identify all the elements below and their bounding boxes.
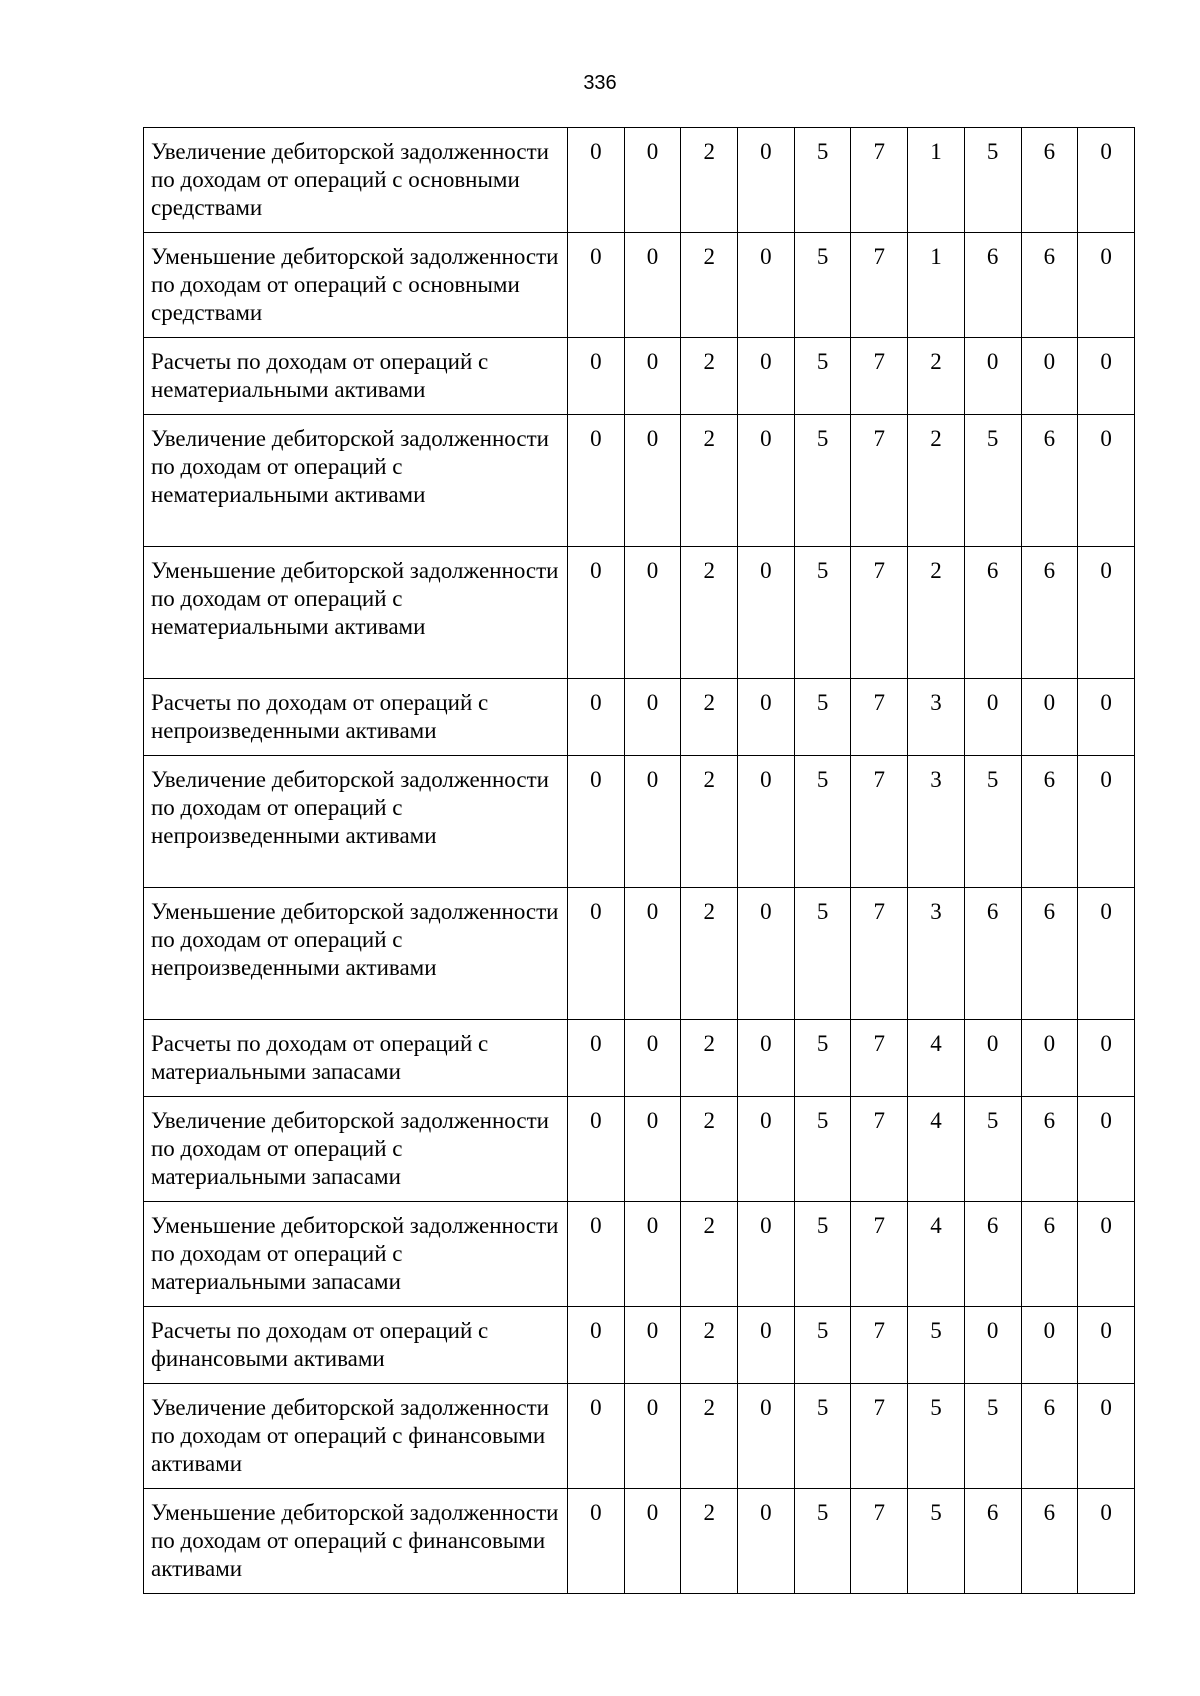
code-digit: 2: [908, 338, 965, 415]
code-digit: 1: [908, 128, 965, 233]
table-row: [144, 1307, 1135, 1384]
row-label: Уменьшение дебиторской задолженности по доходам от операций с основными средствами: [144, 233, 568, 338]
code-digit: 0: [568, 1384, 625, 1489]
code-digit: 0: [1078, 233, 1135, 338]
code-digit: 2: [681, 547, 738, 679]
code-digit: 5: [794, 1384, 851, 1489]
code-digit: 0: [568, 1020, 625, 1097]
code-digit: 0: [624, 756, 681, 888]
code-digit: 4: [908, 1020, 965, 1097]
code-digit: 6: [1021, 1097, 1078, 1202]
table-row: [144, 547, 1135, 679]
code-digit: 0: [568, 1202, 625, 1307]
code-digit: 6: [1021, 888, 1078, 1020]
row-label: Расчеты по доходам от операций с финансовыми активами: [144, 1307, 568, 1384]
code-digit: 7: [851, 1020, 908, 1097]
code-digit: 0: [1078, 1020, 1135, 1097]
code-digit: 0: [624, 547, 681, 679]
code-digit: 2: [681, 338, 738, 415]
code-digit: 1: [908, 233, 965, 338]
code-digit: 6: [1021, 128, 1078, 233]
code-digit: 7: [851, 338, 908, 415]
code-digit: 5: [964, 1097, 1021, 1202]
code-digit: 0: [624, 128, 681, 233]
code-digit: 7: [851, 128, 908, 233]
code-digit: 0: [624, 1097, 681, 1202]
row-label: Увеличение дебиторской задолженности по доходам от операций с материальными запасами: [144, 1097, 568, 1202]
code-digit: 7: [851, 547, 908, 679]
code-digit: 5: [964, 1384, 1021, 1489]
code-digit: 0: [738, 1489, 795, 1594]
account-codes-table: [143, 127, 1135, 1594]
code-digit: 5: [794, 128, 851, 233]
code-digit: 7: [851, 1202, 908, 1307]
table-row: [144, 888, 1135, 1020]
code-digit: 0: [738, 1307, 795, 1384]
code-digit: 0: [624, 1202, 681, 1307]
code-digit: 0: [738, 1020, 795, 1097]
code-digit: 2: [681, 888, 738, 1020]
code-digit: 7: [851, 415, 908, 547]
code-digit: 0: [568, 1097, 625, 1202]
code-digit: 6: [964, 547, 1021, 679]
code-digit: 0: [1078, 1202, 1135, 1307]
code-digit: 0: [738, 547, 795, 679]
code-digit: 2: [681, 1202, 738, 1307]
table-row: [144, 1384, 1135, 1489]
code-digit: 0: [568, 547, 625, 679]
code-digit: 7: [851, 1307, 908, 1384]
code-digit: 0: [1078, 338, 1135, 415]
table-row: [144, 128, 1135, 233]
code-digit: 2: [681, 1307, 738, 1384]
code-digit: 6: [964, 233, 1021, 338]
row-label: Расчеты по доходам от операций с непроизведенными активами: [144, 679, 568, 756]
code-digit: 0: [568, 338, 625, 415]
code-digit: 2: [681, 756, 738, 888]
code-digit: 7: [851, 1489, 908, 1594]
code-digit: 6: [1021, 756, 1078, 888]
row-label: Увеличение дебиторской задолженности по доходам от операций с финансовыми активами: [144, 1384, 568, 1489]
row-label: Уменьшение дебиторской задолженности по доходам от операций с нематериальными активами: [144, 547, 568, 679]
code-digit: 6: [1021, 1489, 1078, 1594]
account-codes-table-body: [144, 128, 1135, 1594]
code-digit: 5: [794, 1489, 851, 1594]
code-digit: 0: [738, 1202, 795, 1307]
code-digit: 0: [1078, 756, 1135, 888]
code-digit: 0: [964, 679, 1021, 756]
code-digit: 0: [738, 338, 795, 415]
code-digit: 5: [794, 756, 851, 888]
code-digit: 0: [568, 679, 625, 756]
code-digit: 2: [681, 128, 738, 233]
code-digit: 0: [1078, 679, 1135, 756]
code-digit: 2: [681, 233, 738, 338]
code-digit: 2: [908, 547, 965, 679]
code-digit: 5: [964, 128, 1021, 233]
code-digit: 2: [681, 1384, 738, 1489]
code-digit: 0: [1078, 1384, 1135, 1489]
code-digit: 0: [1078, 1489, 1135, 1594]
code-digit: 0: [964, 1020, 1021, 1097]
code-digit: 6: [1021, 233, 1078, 338]
code-digit: 3: [908, 679, 965, 756]
code-digit: 6: [1021, 1384, 1078, 1489]
code-digit: 5: [794, 547, 851, 679]
code-digit: 0: [568, 415, 625, 547]
code-digit: 0: [964, 1307, 1021, 1384]
code-digit: 0: [624, 415, 681, 547]
code-digit: 6: [1021, 1202, 1078, 1307]
row-label: Увеличение дебиторской задолженности по доходам от операций с основными средствами: [144, 128, 568, 233]
code-digit: 0: [568, 233, 625, 338]
code-digit: 0: [624, 1489, 681, 1594]
code-digit: 0: [568, 128, 625, 233]
code-digit: 5: [964, 415, 1021, 547]
code-digit: 0: [738, 679, 795, 756]
code-digit: 5: [908, 1307, 965, 1384]
code-digit: 0: [624, 1307, 681, 1384]
row-label: Расчеты по доходам от операций с нематериальными активами: [144, 338, 568, 415]
code-digit: 0: [1078, 1097, 1135, 1202]
code-digit: 0: [738, 233, 795, 338]
code-digit: 2: [681, 679, 738, 756]
code-digit: 6: [1021, 415, 1078, 547]
code-digit: 6: [964, 1202, 1021, 1307]
code-digit: 0: [1078, 128, 1135, 233]
code-digit: 0: [738, 888, 795, 1020]
code-digit: 0: [1021, 338, 1078, 415]
table-row: [144, 1097, 1135, 1202]
code-digit: 5: [794, 679, 851, 756]
code-digit: 0: [738, 756, 795, 888]
code-digit: 5: [908, 1489, 965, 1594]
code-digit: 2: [681, 1097, 738, 1202]
code-digit: 7: [851, 233, 908, 338]
code-digit: 6: [964, 888, 1021, 1020]
table-row: [144, 233, 1135, 338]
code-digit: 0: [624, 1384, 681, 1489]
code-digit: 0: [624, 1020, 681, 1097]
code-digit: 5: [794, 338, 851, 415]
row-label: Уменьшение дебиторской задолженности по доходам от операций с финансовыми активами: [144, 1489, 568, 1594]
code-digit: 3: [908, 888, 965, 1020]
code-digit: 5: [794, 1307, 851, 1384]
code-digit: 0: [1021, 1307, 1078, 1384]
row-label: Увеличение дебиторской задолженности по доходам от операций с нематериальными активами: [144, 415, 568, 547]
code-digit: 0: [1078, 547, 1135, 679]
code-digit: 2: [681, 1489, 738, 1594]
code-digit: 0: [568, 1307, 625, 1384]
code-digit: 6: [964, 1489, 1021, 1594]
code-digit: 0: [568, 1489, 625, 1594]
code-digit: 4: [908, 1202, 965, 1307]
code-digit: 0: [624, 888, 681, 1020]
page-number: 336: [583, 72, 617, 94]
code-digit: 7: [851, 888, 908, 1020]
code-digit: 5: [908, 1384, 965, 1489]
code-digit: 5: [794, 1202, 851, 1307]
code-digit: 4: [908, 1097, 965, 1202]
code-digit: 7: [851, 1384, 908, 1489]
table-row: [144, 679, 1135, 756]
code-digit: 5: [794, 1020, 851, 1097]
row-label: Расчеты по доходам от операций с материальными запасами: [144, 1020, 568, 1097]
code-digit: 2: [681, 415, 738, 547]
code-digit: 7: [851, 756, 908, 888]
table-row: [144, 1489, 1135, 1594]
table-row: [144, 338, 1135, 415]
table-row: [144, 1202, 1135, 1307]
code-digit: 7: [851, 1097, 908, 1202]
code-digit: 5: [964, 756, 1021, 888]
row-label: Увеличение дебиторской задолженности по доходам от операций с непроизведенными активами: [144, 756, 568, 888]
code-digit: 0: [738, 128, 795, 233]
code-digit: 0: [624, 679, 681, 756]
code-digit: 2: [908, 415, 965, 547]
code-digit: 0: [624, 233, 681, 338]
code-digit: 0: [738, 1097, 795, 1202]
code-digit: 0: [1021, 1020, 1078, 1097]
code-digit: 3: [908, 756, 965, 888]
code-digit: 5: [794, 1097, 851, 1202]
code-digit: 0: [624, 338, 681, 415]
code-digit: 0: [738, 415, 795, 547]
code-digit: 7: [851, 679, 908, 756]
code-digit: 0: [1078, 1307, 1135, 1384]
code-digit: 0: [964, 338, 1021, 415]
code-digit: 0: [1078, 415, 1135, 547]
code-digit: 0: [1021, 679, 1078, 756]
code-digit: 5: [794, 888, 851, 1020]
code-digit: 0: [568, 756, 625, 888]
code-digit: 0: [568, 888, 625, 1020]
code-digit: 2: [681, 1020, 738, 1097]
table-row: [144, 1020, 1135, 1097]
code-digit: 5: [794, 233, 851, 338]
code-digit: 0: [1078, 888, 1135, 1020]
table-row: [144, 415, 1135, 547]
code-digit: 6: [1021, 547, 1078, 679]
table-row: [144, 756, 1135, 888]
code-digit: 0: [738, 1384, 795, 1489]
row-label: Уменьшение дебиторской задолженности по доходам от операций с материальными запасами: [144, 1202, 568, 1307]
code-digit: 5: [794, 415, 851, 547]
row-label: Уменьшение дебиторской задолженности по доходам от операций с непроизведенными активами: [144, 888, 568, 1020]
